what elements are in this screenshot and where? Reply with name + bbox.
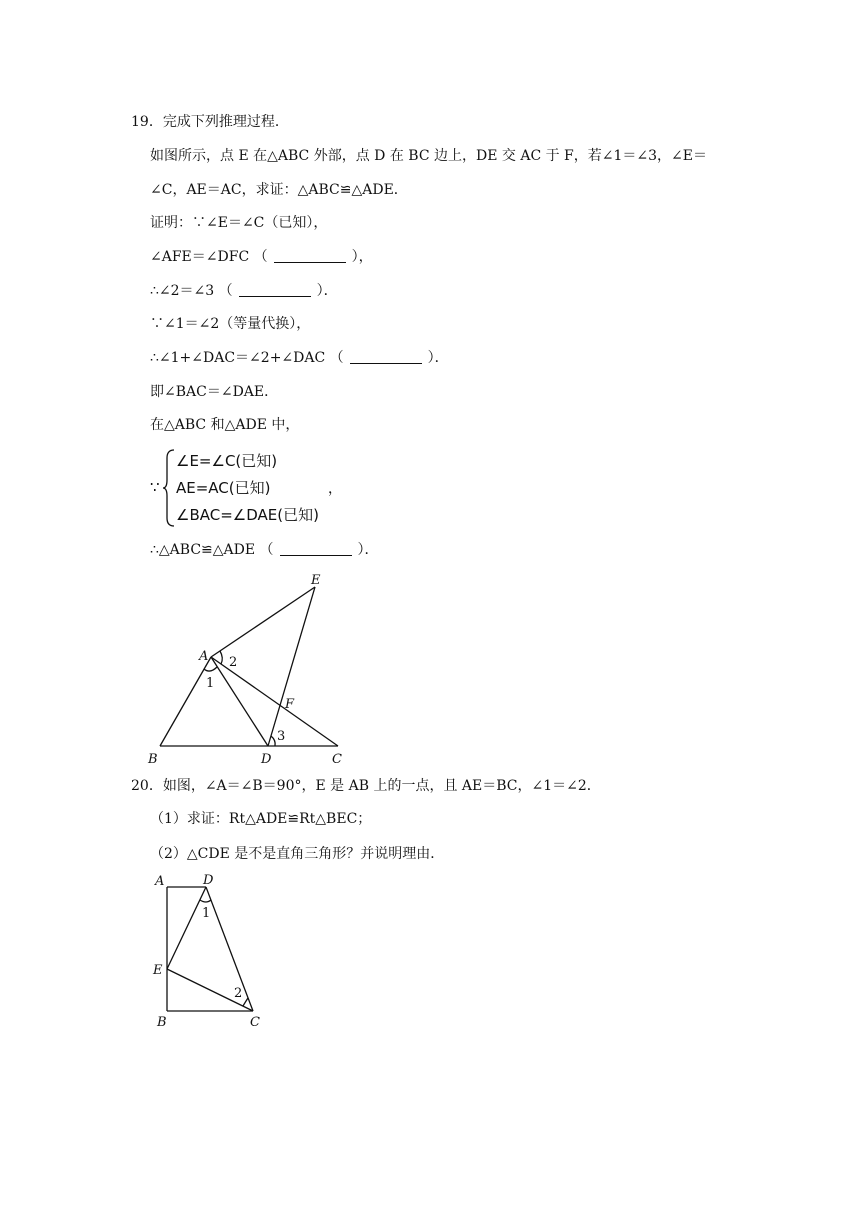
label-3: 3 (277, 729, 286, 744)
segment-AE (211, 587, 315, 657)
label-B: B (148, 752, 158, 767)
q20-part1: （1）求证：Rt△ADE≌Rt△BEC； (150, 811, 372, 827)
brace-item-1: ∠E=∠C(已知) (176, 452, 278, 470)
left-brace (162, 448, 176, 528)
label-1: 1 (202, 906, 211, 921)
label-D: D (261, 752, 272, 767)
label-C: C (332, 752, 342, 767)
because-symbol: ∵ (150, 478, 160, 496)
proof-line5-end: ）． (427, 350, 449, 366)
proof-line2-text: ∠AFE＝∠DFC （ (150, 249, 268, 265)
angle-1-arc (204, 667, 217, 671)
answer-blank-4[interactable] (280, 541, 352, 556)
angle-3-arc (271, 736, 275, 746)
q20-heading: 20．如图，∠A＝∠B＝90°，E 是 AB 上的一点，且 AE＝BC，∠1＝∠2． (131, 778, 601, 794)
segment-AB (160, 657, 211, 746)
q20-part2: （2）△CDE 是不是直角三角形？并说明理由． (150, 846, 445, 862)
segment-AD (211, 657, 268, 746)
q19-conclusion (150, 540, 379, 560)
brace-item-2: AE=AC(已知) (176, 479, 271, 497)
label-B: B (157, 1015, 167, 1030)
angle-2-arc (243, 998, 248, 1006)
label-E: E (311, 573, 321, 588)
q19-stem-line1: 如图所示，点 E 在△ABC 外部，点 D 在 BC 边上，DE 交 AC 于 F，若∠1＝∠3，∠E＝ (150, 148, 707, 164)
conclusion-end: ）． (357, 542, 379, 558)
label-D: D (203, 873, 214, 888)
segment-AC (211, 657, 338, 746)
segment-DC (206, 887, 253, 1011)
conclusion-text: ∴△ABC≌△ADE （ (150, 542, 274, 558)
q19-proof-line6: 即∠BAC＝∠DAE． (150, 384, 279, 400)
q19-proof-line7: 在△ABC 和△ADE 中， (150, 417, 300, 433)
brace-comma: ， (328, 481, 342, 497)
segment-ED (167, 887, 206, 969)
q19-proof-line1: 证明：∵∠E＝∠C（已知）， (150, 215, 328, 231)
answer-blank-3[interactable] (350, 349, 422, 364)
angle-1-arc (200, 900, 211, 902)
proof-line3-text: ∴∠2＝∠3 （ (150, 283, 233, 299)
label-2: 2 (234, 986, 243, 1001)
proof-line2-end: ）， (351, 249, 373, 265)
brace-item-3: ∠BAC=∠DAE(已知) (176, 506, 319, 524)
brace-system (150, 448, 410, 528)
proof-line3-end: ）． (316, 283, 338, 299)
label-C: C (250, 1015, 260, 1030)
q19-stem-line2: ∠C，AE＝AC，求证：△ABC≌△ADE． (150, 182, 408, 198)
q19-figure (140, 570, 400, 770)
q19-proof-line4: ∵∠1＝∠2（等量代换）， (150, 316, 311, 332)
q19-heading: 19．完成下列推理过程． (131, 114, 289, 130)
label-A: A (155, 874, 165, 889)
label-2: 2 (229, 655, 238, 670)
answer-blank-1[interactable] (274, 248, 346, 263)
label-F: F (285, 697, 295, 712)
segment-DE (268, 587, 315, 746)
q20-figure (150, 870, 290, 1030)
label-1: 1 (206, 676, 215, 691)
q19-proof-line5 (150, 348, 449, 368)
label-E: E (153, 963, 163, 978)
q19-proof-line2 (150, 247, 373, 267)
answer-blank-2[interactable] (239, 282, 311, 297)
proof-line5-text: ∴∠1+∠DAC＝∠2+∠DAC （ (150, 350, 344, 366)
label-A: A (199, 649, 209, 664)
angle-2-arc (220, 651, 222, 664)
q19-proof-line3 (150, 281, 338, 301)
